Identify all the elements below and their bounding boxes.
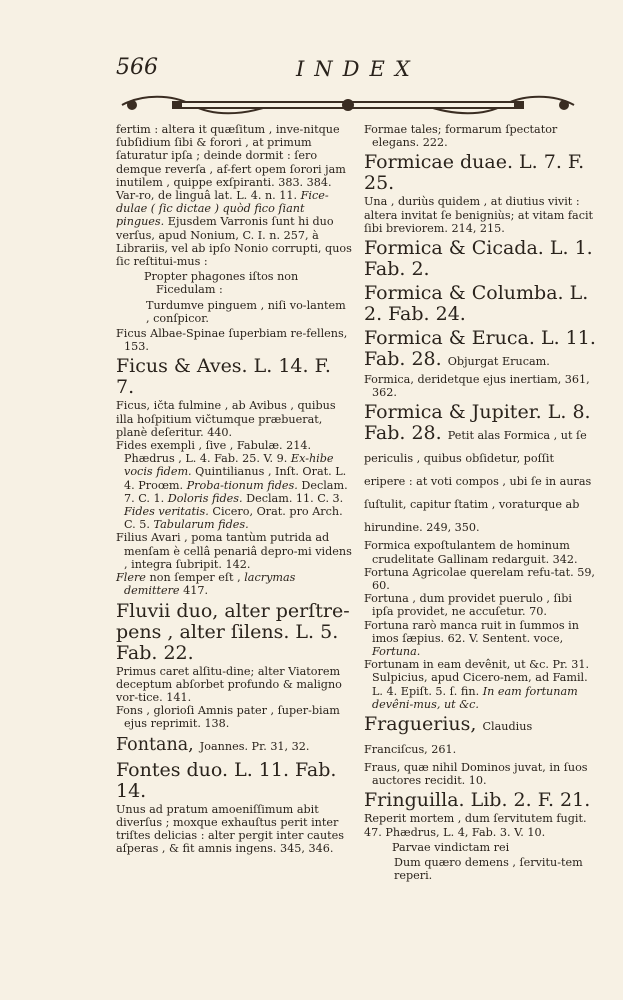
running-title: INDEX (296, 57, 420, 81)
index-entry: Fortuna rarò manca ruit in ſummos in imos ſæpius. 62. V. Sentent. voce, Fortuna. (364, 618, 579, 659)
entry-heading: Fontes duo. L. 11. Fab. 14. (116, 758, 337, 802)
entry-heading: Formica & Columba. L. 2. Fab. 24. (364, 282, 589, 326)
index-entry: Filius Avari , poma tantùm putrida ad menſam è cellâ penariâ depro-mi videns , integra ſubripit. 142. (116, 531, 352, 571)
left-column (116, 123, 352, 855)
index-entry: Flere non ſemper eſt , lacrymas demittere 417. (116, 571, 296, 598)
verse-line: Dum quæro demens , ſervitu-tem reperi. (394, 856, 583, 883)
entry-heading: Fraguerius, Claudius Franciſcus, 261. (364, 713, 533, 757)
ornamental-band (112, 90, 584, 120)
entry-heading: Fringuilla. Lib. 2. F. 21. (364, 789, 591, 812)
index-entry: Fortuna , dum providet puerulo , ſibi ipſa providet, ne accuſetur. 70. (364, 592, 572, 619)
index-entry: Fides exempli , ſive , Fabulæ. 214. Phædrus , L. 4. Fab. 25. V. 9. Ex-hibe vocis fidem. Quintilianus , Inſt. Orat. L. 4. Proœm. Proba-tionum fides. Declam. 7. C. 1. Doloris fides. Declam. 11. C. 3. Fides veritatis. Cicero, Orat. pro Arch. C. 5. Tabularum fides. (116, 439, 348, 532)
index-entry: Fortuna Agricolae querelam refu-tat. 59, 60. (364, 565, 595, 593)
entry-text: Unus ad pratum amoeniſſimum abit diverſus ; moxque exhauſtus perit inter triſtes delicias : alter pergit inter cautes aſperas , & fit amnis ingens. 345, 346. (116, 802, 345, 856)
entry-heading: Formica & Eruca. L. 11. Fab. 28. Objurgat Erucam. (364, 327, 596, 371)
entry-heading: Formica & Cicada. L. 1. Fab. 2. (364, 237, 593, 281)
entry-heading: Formicae duae. L. 7. F. 25. (364, 151, 585, 195)
entry-text: Ficus, ičta fulmine , ab Avibus , quibus illa hoſpitium vičtumque præbuerat, planè deſeritur. 440. (116, 399, 336, 439)
index-entry: Formica expoſtulantem de hominum crudelitate Gallinam redarguit. 342. (364, 539, 578, 566)
index-entry: Ficus Albae-Spinae ſuperbiam re-fellens, 153. (116, 327, 348, 354)
index-entry: Fortunam in eam devênit, ut &c. Pr. 31. Sulpicius, apud Cicero-nem, ad Famil. L. 4. Epiſt. 5. ſ. fin. In eam fortunam devêni-mus, ut &c. (364, 658, 590, 711)
entry-heading: Ficus & Aves. L. 14. F. 7. (116, 355, 331, 399)
right-column (364, 123, 596, 884)
entry-heading: Fontana, Joannes. Pr. 31, 32. (116, 734, 310, 755)
entry-heading: Formica & Jupiter. L. 8. Fab. 28. Petit alas Formica , ut ſe periculis , quibus obſidetur, poſſit eripere : at voti compos , ubi ſe in auras ſuſtulit, capitur ſtatim , voraturque ab hirundine. 249, 350. (364, 401, 592, 535)
entry-text: Reperit mortem , dum ſervitutem fugit. 47. Phædrus, L. 4, Fab. 3. V. 10. (364, 812, 587, 839)
index-entry: Formica, deridetque ejus inertiam, 361, 362. (364, 373, 590, 400)
entry-text: fertim : altera it quæſitum , inve-nitque ſubſidium ſibi & forori , at primum ſaturatur ipſa ; deinde dormit : ſero demque reverſa , af-fert opem ſorori jam inutilem , quippe exſpiranti. 383. 384. Var-ro, de linguâ lat. L. 4. n. 11. Fice-dulae ( ſic dictae ) quòd fico ſiant pingues. Ejusdem Varronis ſunt hi duo verſus, apud Nonium, C. I. n. 257, à Librariis, vel ab ipſo Nonio corrupti, quos ſic reſtitui-mus : (116, 123, 352, 269)
verse-line: Parvae vindictam rei (392, 840, 510, 854)
index-entry: Formae tales; formarum ſpectator elegans. 222. (364, 123, 558, 150)
index-entry: Fons , glorioſi Amnis pater , ſuper-biam ejus reprimit. 138. (116, 704, 340, 731)
verse-line: Propter phagones iſtos non Ficedulam : (144, 270, 299, 297)
entry-text: Una , duriùs quidem , at diutius vivit : altera invitat ſe benigniùs; at vitam facit ſibi breviorem. 214, 215. (364, 195, 594, 235)
entry-text: Primus caret alſitu-dine; alter Viatorem deceptum abſorbet profundo & maligno vor-tice. 141. (116, 664, 342, 704)
page-number: 566 (116, 55, 158, 80)
entry-heading: Fluvii duo, alter perſtre-pens , alter ſilens. L. 5. Fab. 22. (116, 599, 350, 664)
index-entry: Fraus, quæ nihil Dominos juvat, in ſuos auctores recidit. 10. (364, 761, 588, 788)
verse-line: Turdumve pinguem , niſi vo-lantem , conſpicor. (146, 298, 346, 325)
